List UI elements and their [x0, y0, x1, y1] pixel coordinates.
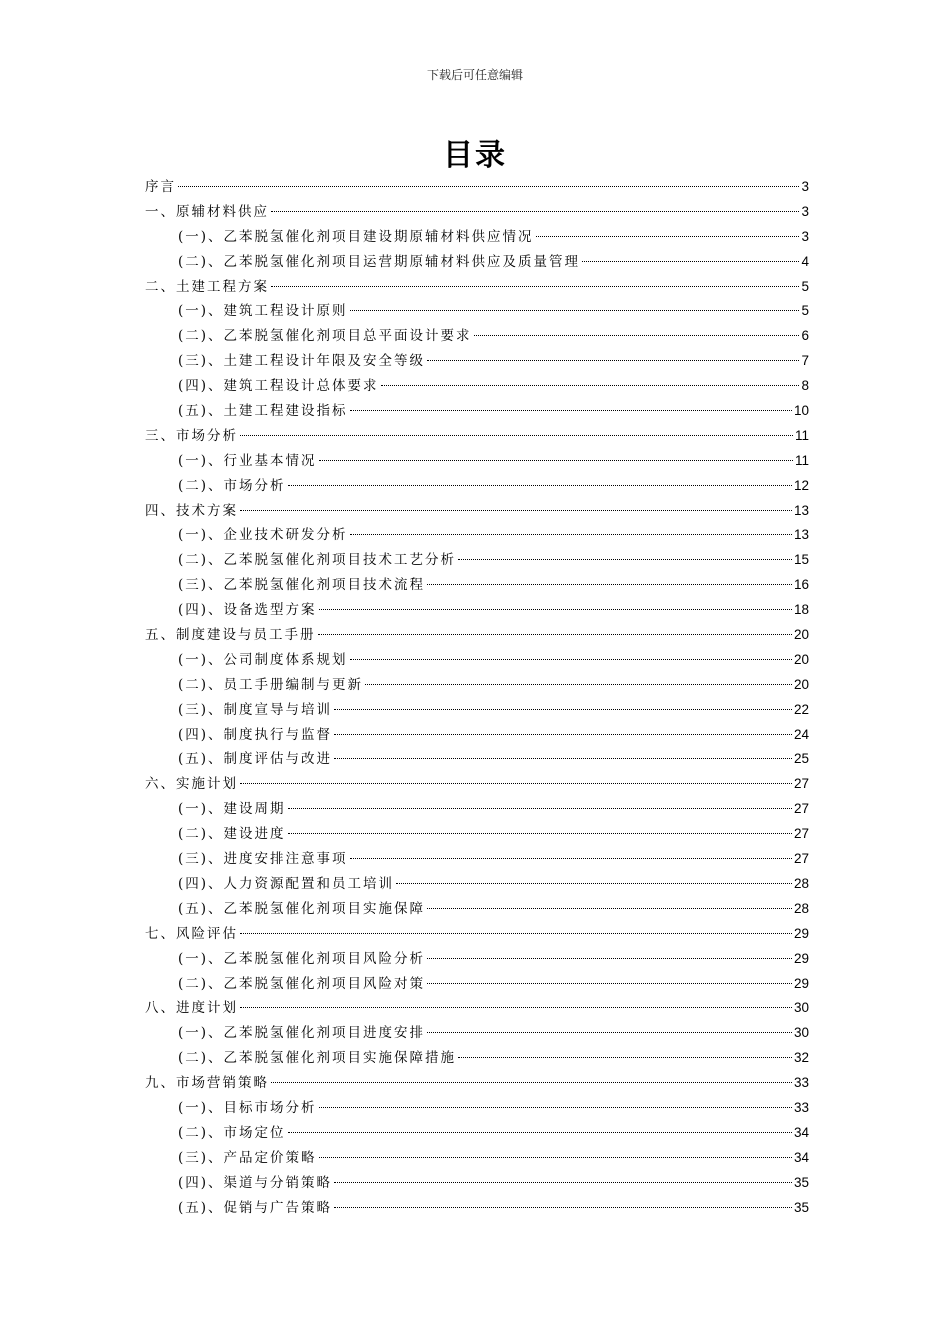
toc-entry-page: 28: [793, 900, 809, 916]
toc-leader-dots: [582, 247, 799, 262]
toc-entry-label: (五)、制度评估与改进: [178, 751, 333, 768]
toc-leader-dots: [396, 869, 792, 884]
toc-leader-dots: [350, 520, 792, 535]
toc-entry-label: (一)、乙苯脱氢催化剂项目风险分析: [178, 950, 426, 967]
toc-entry-page: 28: [793, 875, 809, 891]
toc-entry-label: (五)、土建工程建设指标: [178, 403, 348, 420]
toc-leader-dots: [381, 371, 800, 386]
toc-entry-page: 27: [793, 776, 809, 792]
toc-entry-label: (一)、行业基本情况: [178, 452, 317, 469]
toc-entry-label: 五、制度建设与员工手册: [145, 627, 316, 644]
toc-entry-page: 15: [793, 552, 809, 568]
toc-leader-dots: [350, 296, 800, 311]
toc-entry-page: 27: [793, 801, 809, 817]
toc-entry-page: 35: [793, 1174, 809, 1190]
toc-leader-dots: [240, 993, 792, 1008]
toc-entry-label: (四)、制度执行与监督: [178, 726, 333, 743]
toc-entry-label: (二)、员工手册编制与更新: [178, 676, 364, 693]
toc-entry-label: (一)、建设周期: [178, 801, 286, 818]
toc-entry-page: 30: [793, 1000, 809, 1016]
toc-entry-label: (一)、公司制度体系规划: [178, 651, 348, 668]
toc-leader-dots: [271, 197, 799, 212]
toc-entry-page: 24: [793, 726, 809, 742]
toc-entry-page: 29: [793, 925, 809, 941]
toc-leader-dots: [178, 172, 799, 187]
toc-leader-dots: [319, 595, 792, 610]
toc-entry-page: 5: [801, 278, 809, 294]
toc-leader-dots: [458, 1043, 792, 1058]
toc-entry-label: (三)、土建工程设计年限及安全等级: [178, 353, 426, 370]
toc-leader-dots: [271, 1068, 792, 1083]
toc-entry-page: 3: [801, 228, 809, 244]
toc-entry-page: 30: [793, 1025, 809, 1041]
toc-entry-page: 20: [793, 676, 809, 692]
toc-title: 目录: [443, 138, 507, 173]
toc-entry-label: (二)、乙苯脱氢催化剂项目实施保障措施: [178, 1050, 457, 1067]
table-of-contents: [145, 175, 809, 1220]
toc-leader-dots: [319, 1143, 792, 1158]
toc-entry-label: (一)、建筑工程设计原则: [178, 303, 348, 320]
toc-entry-label: (二)、建设进度: [178, 826, 286, 843]
toc-entry-page: 13: [793, 527, 809, 543]
toc-entry-label: (四)、渠道与分销策略: [178, 1174, 333, 1191]
toc-leader-dots: [334, 1168, 792, 1183]
toc-entry-page: 20: [793, 651, 809, 667]
toc-entry-label: (三)、乙苯脱氢催化剂项目技术流程: [178, 577, 426, 594]
toc-entry-label: (三)、进度安排注意事项: [178, 851, 348, 868]
toc-entry-label: (二)、市场分析: [178, 477, 286, 494]
toc-entry-page: 33: [793, 1099, 809, 1115]
toc-entry-page: 29: [793, 950, 809, 966]
toc-entry-label: 八、进度计划: [145, 1000, 238, 1017]
toc-entry-label: (五)、促销与广告策略: [178, 1199, 333, 1216]
toc-entry-label: 一、原辅材料供应: [145, 203, 269, 220]
toc-entry-label: (三)、产品定价策略: [178, 1149, 317, 1166]
toc-entry-label: 二、土建工程方案: [145, 278, 269, 295]
toc-leader-dots: [318, 620, 792, 635]
toc-leader-dots: [271, 272, 799, 287]
toc-entry[interactable]: [145, 1196, 809, 1221]
toc-leader-dots: [536, 222, 800, 237]
toc-entry-page: 11: [794, 452, 809, 468]
toc-entry-page: 25: [793, 751, 809, 767]
toc-leader-dots: [458, 545, 792, 560]
toc-leader-dots: [240, 496, 792, 511]
toc-entry-label: 四、技术方案: [145, 502, 238, 519]
toc-leader-dots: [240, 919, 792, 934]
toc-entry-page: 34: [793, 1124, 809, 1140]
toc-leader-dots: [474, 321, 800, 336]
toc-leader-dots: [350, 396, 792, 411]
toc-leader-dots: [319, 1093, 792, 1108]
toc-entry-page: 18: [793, 602, 809, 618]
toc-entry-page: 7: [801, 353, 809, 369]
toc-entry-page: 16: [793, 577, 809, 593]
toc-entry-page: 13: [793, 502, 809, 518]
toc-leader-dots: [319, 446, 793, 461]
toc-entry-label: 六、实施计划: [145, 776, 238, 793]
toc-entry-label: 三、市场分析: [145, 427, 238, 444]
toc-entry-label: (一)、目标市场分析: [178, 1099, 317, 1116]
toc-leader-dots: [334, 744, 792, 759]
toc-entry-label: (二)、乙苯脱氢催化剂项目总平面设计要求: [178, 328, 472, 345]
toc-leader-dots: [288, 1118, 792, 1133]
toc-leader-dots: [288, 794, 792, 809]
toc-entry-page: 34: [793, 1149, 809, 1165]
toc-entry-page: 3: [801, 179, 809, 194]
toc-entry-label: 七、风险评估: [145, 925, 238, 942]
toc-entry-page: 32: [793, 1050, 809, 1066]
toc-entry-label: (五)、乙苯脱氢催化剂项目实施保障: [178, 900, 426, 917]
toc-entry-page: 12: [793, 477, 809, 493]
toc-entry-label: (二)、乙苯脱氢催化剂项目运营期原辅材料供应及质量管理: [178, 253, 581, 270]
toc-entry-page: 27: [793, 826, 809, 842]
toc-leader-dots: [240, 421, 793, 436]
toc-leader-dots: [288, 819, 792, 834]
toc-entry-label: (二)、市场定位: [178, 1124, 286, 1141]
toc-leader-dots: [427, 346, 799, 361]
toc-entry-label: (一)、企业技术研发分析: [178, 527, 348, 544]
toc-entry-page: 6: [801, 328, 809, 344]
toc-leader-dots: [427, 969, 792, 984]
toc-entry-page: 35: [793, 1199, 809, 1215]
toc-entry-page: 11: [794, 427, 809, 443]
toc-entry-page: 4: [801, 253, 809, 269]
toc-entry-page: 22: [793, 701, 809, 717]
toc-leader-dots: [365, 670, 792, 685]
toc-leader-dots: [334, 695, 792, 710]
toc-entry-label: (四)、设备选型方案: [178, 602, 317, 619]
toc-leader-dots: [427, 1018, 792, 1033]
toc-leader-dots: [334, 720, 792, 735]
toc-leader-dots: [427, 894, 792, 909]
toc-leader-dots: [350, 844, 792, 859]
toc-entry-label: 九、市场营销策略: [145, 1075, 269, 1092]
toc-leader-dots: [288, 471, 792, 486]
toc-entry-page: 10: [793, 403, 809, 419]
toc-entry-page: 5: [801, 303, 809, 319]
toc-entry-label: (二)、乙苯脱氢催化剂项目技术工艺分析: [178, 552, 457, 569]
toc-entry-page: 8: [801, 378, 809, 394]
page-header: 下载后可任意编辑: [426, 68, 523, 82]
toc-entry-page: 29: [793, 975, 809, 991]
toc-leader-dots: [240, 769, 792, 784]
toc-leader-dots: [427, 944, 792, 959]
toc-leader-dots: [427, 570, 792, 585]
toc-entry-label: (四)、人力资源配置和员工培训: [178, 875, 395, 892]
toc-entry-label: 序言: [145, 179, 176, 195]
toc-entry-page: 27: [793, 851, 809, 867]
toc-entry-label: (二)、乙苯脱氢催化剂项目风险对策: [178, 975, 426, 992]
toc-entry-page: 20: [793, 627, 809, 643]
toc-entry-label: (一)、乙苯脱氢催化剂项目进度安排: [178, 1025, 426, 1042]
toc-entry-page: 33: [793, 1075, 809, 1091]
toc-leader-dots: [350, 645, 792, 660]
toc-entry-page: 3: [801, 203, 809, 219]
toc-entry-label: (三)、制度宣导与培训: [178, 701, 333, 718]
toc-leader-dots: [334, 1193, 792, 1208]
toc-entry-label: (四)、建筑工程设计总体要求: [178, 378, 379, 395]
toc-entry-label: (一)、乙苯脱氢催化剂项目建设期原辅材料供应情况: [178, 228, 534, 245]
